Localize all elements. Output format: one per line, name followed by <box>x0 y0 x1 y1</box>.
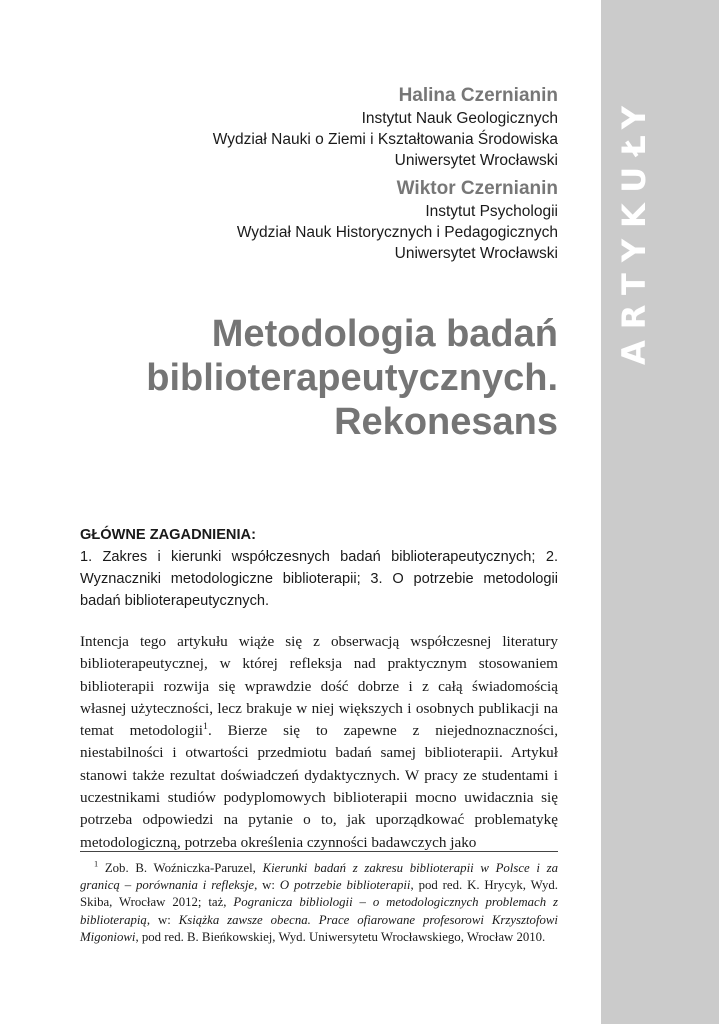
main-topics-heading: GŁÓWNE ZAGADNIENIA: <box>80 527 256 543</box>
footnote-citation-title: Pogranicza bibliologii – o metodologicznych problemach z biblioterapią <box>80 895 559 927</box>
footnote-ref[interactable]: 1 <box>203 721 208 733</box>
author-affiliation: Wydział Nauki o Ziemi i Kształtowania Środowiska <box>212 131 558 148</box>
author-affiliation: Wydział Nauk Historycznych i Pedagogicznych <box>236 224 558 241</box>
body-text <box>80 631 558 854</box>
footnote-text: , pod red. K. Hrycyk, Wyd. Skiba, Wrocław 2012; taż, <box>80 878 558 910</box>
footnote <box>80 860 558 946</box>
footnote-citation-title: O potrzebie biblioterapii <box>279 878 411 893</box>
author-name: Halina Czernianin <box>398 85 558 106</box>
body-text-part: Intencja tego artykułu wiąże się z obserwacją współczesnej literatury biblioterapeutycznej, w której refleksja nad praktycznym stosowaniem biblioterapii rozwija się wprawdzie dość dobrze i z całą świadomością własnej użyteczności, lecz brakuje w niej większych i osobnych publikacji na temat metodologii <box>80 633 558 740</box>
title-line: Metodologia badań <box>211 313 558 355</box>
article-title <box>38 312 558 444</box>
main-topics <box>80 524 558 612</box>
author-affiliation: Instytut Psychologii <box>425 203 558 220</box>
author-affiliation: Uniwersytet Wrocławski <box>394 245 558 262</box>
footnote-text: , pod red. B. Bieńkowskiej, Wyd. Uniwersytetu Wrocławskiego, Wrocław 2010. <box>135 929 546 944</box>
main-topics-text: 1. Zakres i kierunki współczesnych badań biblioterapeutycznych; 2. Wyznaczniki metodologiczne biblioterapii; 3. O potrzebie metodologii badań biblioterapeutycznych. <box>80 549 558 609</box>
body-paragraph <box>80 631 558 854</box>
author <box>38 177 558 264</box>
author-affiliation: Instytut Nauk Geologicznych <box>361 110 558 127</box>
authors-block <box>38 84 558 264</box>
footnote-text: , w: <box>254 878 280 893</box>
footnote-citation-title: Książka zawsze obecna. Prace ofiarowane profesorowi Krzysztofowi Migoniowi <box>80 912 558 944</box>
section-label <box>604 70 664 390</box>
footnote-citation-title: Kierunki badań z zakresu biblioterapii w Polsce i za granicą – porównania i refleksje <box>80 861 558 893</box>
author-name: Wiktor Czernianin <box>396 178 558 199</box>
title-line: biblioterapeutycznych. <box>146 357 558 399</box>
section-label-text: ARTYKUŁY <box>615 95 653 365</box>
body-text-part: . Bierze się to zapewne z niejednoznaczności, niestabilności i otwartości przedmiotu badań samej biblioterapii. Artykuł stanowi także rezultat doświadczeń dydaktycznych. W pracy ze studentami i uczestnikami studiów podyplomowych biblioterapii mocno uwidacznia się potrzeba odpowiedzi na pytanie o to, jak uporządkować problematykę metodologiczną, potrzeba określenia czynności badawczych jako <box>80 722 558 851</box>
title-line: Rekonesans <box>334 401 558 443</box>
footnote-text: , w: <box>146 912 179 927</box>
author <box>38 84 558 171</box>
author-affiliation: Uniwersytet Wrocławski <box>394 152 558 169</box>
footnote-paragraph <box>80 860 558 946</box>
footnote-text: Zob. B. Woźniczka-Paruzel, <box>98 861 263 875</box>
footnote-divider <box>80 851 558 852</box>
footnote-number: 1 <box>94 859 99 869</box>
